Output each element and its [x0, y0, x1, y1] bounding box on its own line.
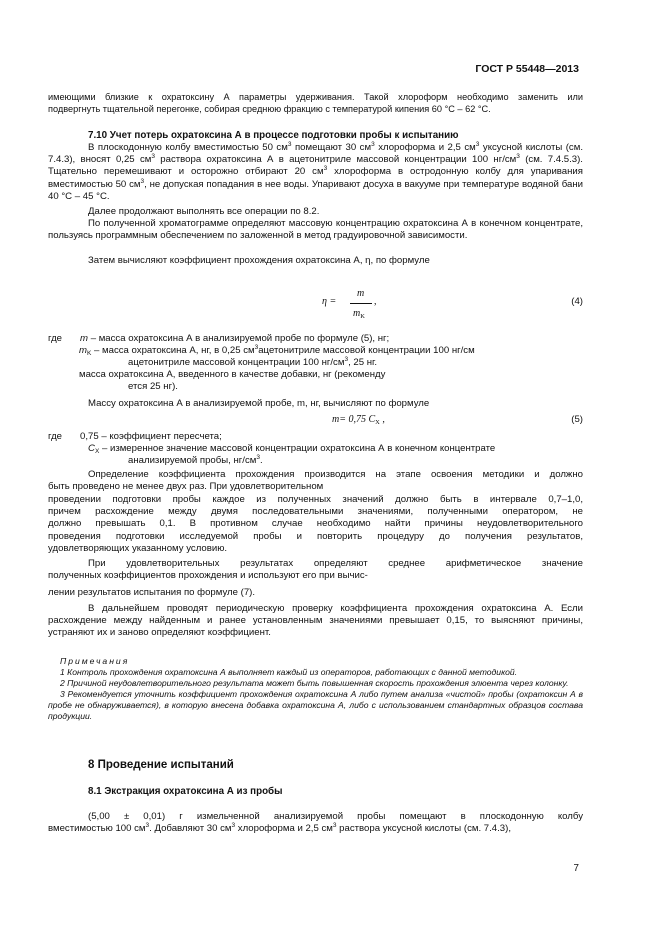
- section-7-10-paragraph-1: В плоскодонную колбу вместимостью 50 $см^3$ помещают 30 $см^3$ хлороформа и 2,5 $см^3$ уксусной кислоты (см. 7.4.3), вносят 0,25 $см^3$ раствора охратоксина А в ацетонитриле массовой концентрации 100 $нг/см^3$ (см. 7.4.5.3). Тщательно перемешивают и осторожно отбирают 20 $см^3$ хлороформа в остродонную колбу для упаривания вместимостью 50 $см^3$, не допуская попадания в нее воды. Упаривают досуха в вакууме при температуре водяной бани 40 °С – 45 °С.: [48, 141, 583, 202]
- section-7-10-paragraph-2: Далее продолжают выполнять все операции по 8.2.: [88, 206, 320, 217]
- notes-block: [48, 656, 583, 721]
- coefficient-paragraph: Определение коэффициента прохождения производится на этапе освоения методики и должно быть проведено не менее двух раз. При удовлетворительном: [48, 469, 583, 493]
- formula-5-explication: где 0,75 – коэффициент пересчета; $C_X$ – измеренное значение массовой концентрации охратоксина А в конечном концентрате анализируемой пробы, $нг/см^3$.: [48, 431, 496, 467]
- formula-4-explication-cont: ацетонитриле массовой концентрации 100 $нг/см^3$, 25 нг. масса охратоксина А, введенного в качестве добавки, нг (рекоменду ется 25 нг).: [79, 356, 386, 393]
- formula-4-fraction-line: [350, 303, 372, 304]
- page-number: 7: [573, 863, 579, 874]
- intro-line-2: подвергнуть тщательной перегонке, собирая среднюю фракцию с температурой кипения 60 °С – 62 °С.: [48, 104, 491, 115]
- coefficient-paragraph-cont: проведении подготовки пробы каждое из полученных значений должно быть в интервале 0,7–1,0, причем расхождение между двумя последовательными значениями, полученными оператором, не должно превышать 0,1. В противном случае необходимо найти причины неудовлетворительного проведения подготовки исследуемой пробы и повторить процедуру до получения результатов, удовлетворяющих указанному условию.: [48, 494, 583, 554]
- section-8-1-title: 8.1 Экстракция охратоксина А из пробы: [88, 786, 283, 797]
- standard-header: ГОСТ Р 55448—2013: [475, 63, 579, 75]
- intro-paragraph: [48, 91, 583, 115]
- notes-title: Примечания: [60, 656, 130, 666]
- formula-4-tail: ,: [374, 296, 377, 307]
- note-3: 3 Рекомендуется уточнить коэффициент прохождения охратоксина А либо путем анализа «чистой» пробы (охратоксин А в пробе не обнаруживается), в которую внесена добавка охратоксина А, либо с использованием стандартных образцов состава продукции.: [48, 688, 583, 721]
- formula-5-number: (5): [571, 414, 583, 425]
- periodic-check-paragraph: В дальнейшем проводят периодическую проверку коэффициента прохождения охратоксина А. Если расхождение между найденным и ранее установленным значениями превышает 0,15, то выясняют причины, устраняют их и заново определяют коэффициент.: [48, 603, 583, 639]
- formula-4-explication: где m – масса охратоксина А в анализируемой пробе по формуле (5), нг; $m_K$ – масса охратоксина А, нг, в 0,25 $см^3ацетонитриле$ массовой концентрации 100 нг/см: [48, 333, 475, 358]
- section-7-10-title: 7.10 Учет потерь охратоксина А в процессе подготовки пробы к испытанию: [88, 130, 459, 141]
- intro-line-1: имеющими близкие к охратоксину А параметры удерживания. Такой хлороформ необходимо заменить или: [48, 92, 583, 102]
- formula-4-numerator: m: [357, 288, 365, 299]
- formula-4-number: (4): [571, 296, 583, 307]
- section-8-1-paragraph: (5,00 ± 0,01) г измельченной анализируемой пробы помещают в плоскодонную колбу вместимостью 100 $см^3$. Добавляют 30 $см^3$ хлороформа и 2,5 $см^3$ раствора уксусной кислоты (см. 7.4.3),: [48, 811, 583, 835]
- average-paragraph-cont: лении результатов испытания по формуле (7).: [48, 587, 256, 598]
- section-7-10-paragraph-3: По полученной хроматограмме определяют массовую концентрацию охратоксина А в конечном концентрате, пользуясь программным обеспечением по заложенной в метод градуировочной зависимости.: [48, 218, 583, 242]
- formula-5: m= 0,75 $C_X$ ,: [332, 414, 385, 426]
- note-1: 1 Контроль прохождения охратоксина А выполняет каждый из операторов, работающих с данной методикой.: [60, 666, 518, 677]
- note-2: 2 Причиной неудовлетворительного результата может быть повышенная скорость прохождения элюента через колонку.: [60, 677, 569, 688]
- section-7-10-paragraph-4: Затем вычисляют коэффициент прохождения охратоксина А, η, по формуле: [88, 255, 430, 266]
- formula-4-lhs: η =: [322, 296, 337, 307]
- average-paragraph: При удовлетворительных результатах определяют среднее арифметическое значение полученных коэффициентов прохождения и используют его при вычис-: [48, 558, 583, 582]
- where-label: где: [48, 333, 63, 344]
- paragraph-mass-formula-intro: Массу охратоксина А в анализируемой пробе, m, нг, вычисляют по формуле: [88, 398, 430, 409]
- formula-4-denominator: $m_K$: [353, 308, 365, 320]
- section-8-title: 8 Проведение испытаний: [88, 759, 234, 771]
